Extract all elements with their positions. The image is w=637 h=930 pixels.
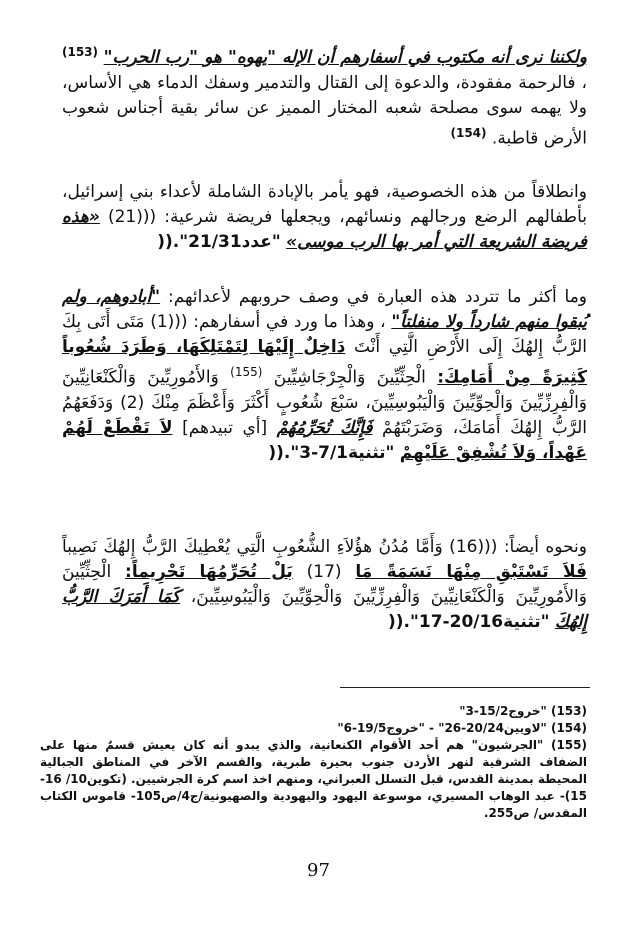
paragraph-2-text: وانطلاقاً من هذه الخصوصية، فهو يأمر بالإبادة الشاملة لأعداء بني إسرائيل، بأطفالهم الرضع ورجالهم ونسائهم، ويجعلها فريضة شرعية: (((21) [62, 182, 587, 227]
paragraph-3-quote-3: فَإِنَّكَ تُحَرِّمُهُمْ [276, 417, 373, 438]
paragraph-3-quote-4: لاَ تَقْطَعْ لَهُمْ عَهْداً، وَلاَ تُشْفِقْ عَلَيْهِمْ [62, 417, 587, 463]
paragraph-3-reference: ))."تثنية7/1-3" [268, 442, 395, 463]
footnote-number: (155) [550, 738, 587, 752]
footnote-ref-153[interactable]: (153) [62, 45, 99, 59]
footnote-divider [340, 687, 590, 688]
paragraph-3-quote-2: دَاخِلٌ إِلَيْهَا لِتَمْتَلِكَهَا، وَطَرَدَ شُعُوباً كَثِيرَةً مِنْ أَمَامِكَ: [62, 337, 587, 388]
paragraph-2 [62, 180, 587, 255]
paragraph-4 [62, 535, 587, 635]
footnote-155 [40, 737, 587, 822]
footnote-number: (154) [550, 721, 587, 735]
footnote-ref-155[interactable]: (155) [230, 365, 263, 379]
footnote-153 [40, 703, 587, 720]
paragraph-3 [62, 285, 587, 466]
paragraph-4-verse-number: (17) [306, 562, 342, 582]
paragraph-3-text-2: الْحِثِّيِّينَ وَالْجِرْجَاشِيِّينَ [273, 367, 426, 388]
footnotes [40, 703, 587, 822]
paragraph-4-quote-3: كَمَا أَمَرَكَ الرَّبُّ إِلهُكَ [62, 587, 587, 632]
paragraph-3-text-4: [أي تبيدهم] [182, 417, 268, 438]
paragraph-1-heading: ولكننا نرى أنه مكتوب في أسفارهم أن الإله "يهوه" هو "رب الحرب" [103, 47, 588, 68]
footnote-text: "خروج15/2-3" [459, 704, 547, 718]
footnote-ref-154[interactable]: (154) [450, 125, 487, 140]
footnote-text: "لاويين20/24-26" - "خروج19/5-6" [337, 721, 547, 735]
paragraph-1-text: ، فالرحمة مفقودة، والدعوة إلى القتال والتدمير وسفك الدماء هي الأساس، ولا يهمه سوى مصلحة شعبه المختار المميز عن سائر بقية أجناس شعوب الأرض قاطبة. [62, 72, 587, 149]
paragraph-4-reference: ))."تثنية20/16-17" [388, 612, 550, 632]
page-number: 97 [307, 860, 330, 881]
footnote-154 [40, 720, 587, 737]
footnote-number: (153) [550, 704, 587, 718]
paragraph-4-quote-2: بَلْ تُحَرِّمُهَا تَحْرِيماً: [125, 562, 293, 582]
paragraph-1 [62, 40, 587, 151]
footnote-text: "الجرشيون" هم أحد الأقوام الكنعانية، والذي يبدو أنه كان يعيش قسمٌ منها على الضفاف الشرقية لنهر الأردن جنوب بحيرة طبرية، والقسم الآخر في المناطق الجبالية المحيطة بمدينة القدس، قبل التسلل العبراني، ومنهم اخذ اسم كرة الجرشيين. (تكوين10/ 16-15)- عبد الوهاب المسيري، موسوعة اليهود واليهودية والصهيونية/ج4/ص105- قاموس الكتاب المقدس/ ص255. [40, 738, 588, 820]
paragraph-4-text-1: ونحوه أيضاً: (((16) وَأَمَّا مُدُنُ هؤُلاَءِ الشُّعُوبِ الَّتِي يُعْطِيكَ الرَّبُّ إِلهُكَ نَصِيباً [62, 537, 587, 557]
paragraph-3-intro: وما أكثر ما تتردد هذه العبارة في وصف حروبهم لأعدائهم: [167, 287, 588, 307]
paragraph-4-quote-1: فَلاَ تَسْتَبْقِ مِنْهَا نَسَمَةً مَا [355, 562, 588, 582]
paragraph-3-text-3: وَالأَمُورِيِّينَ وَالْكَنْعَانِيِّينَ وَالْفِرِزِّيِّينَ وَالْحِوِّيِّينَ وَالْيَبُوسِيِّينَ، سَبْعَ شُعُوبٍ أَكْثَرَ وَأَعْظَمَ مِنْكَ (2) وَدَفَعَهُمُ الرَّبُّ إِلهُكَ أَمَامَكَ، وَضَرَبْتَهُمْ [62, 367, 588, 438]
paragraph-3-text-1: ، وهذا ما ورد في أسفارهم: (((1) مَتَى أَتَى بِكَ الرَّبُّ إِلهُكَ إِلَى الأَرْضِ الَّتِي أَنْتَ [62, 312, 587, 357]
paragraph-2-quote: «هذه فريضة الشريعة التي أمر بها الرب موسى» [62, 207, 587, 252]
paragraph-3-quote-1: "أبادوهم، ولم يُبقوا منهم شارداً ولا منفلتاً" [62, 287, 587, 332]
paragraph-2-reference: ))."عدد21/31" [157, 232, 281, 252]
paragraph-4-text-2: الْحِثِّيِّينَ وَالأَمُورِيِّينَ وَالْكَنْعَانِيِّينَ وَالْفِرِزِّيِّينَ وَالْحِوِّيِّينَ وَالْيَبُوسِيِّينَ، [62, 562, 587, 607]
